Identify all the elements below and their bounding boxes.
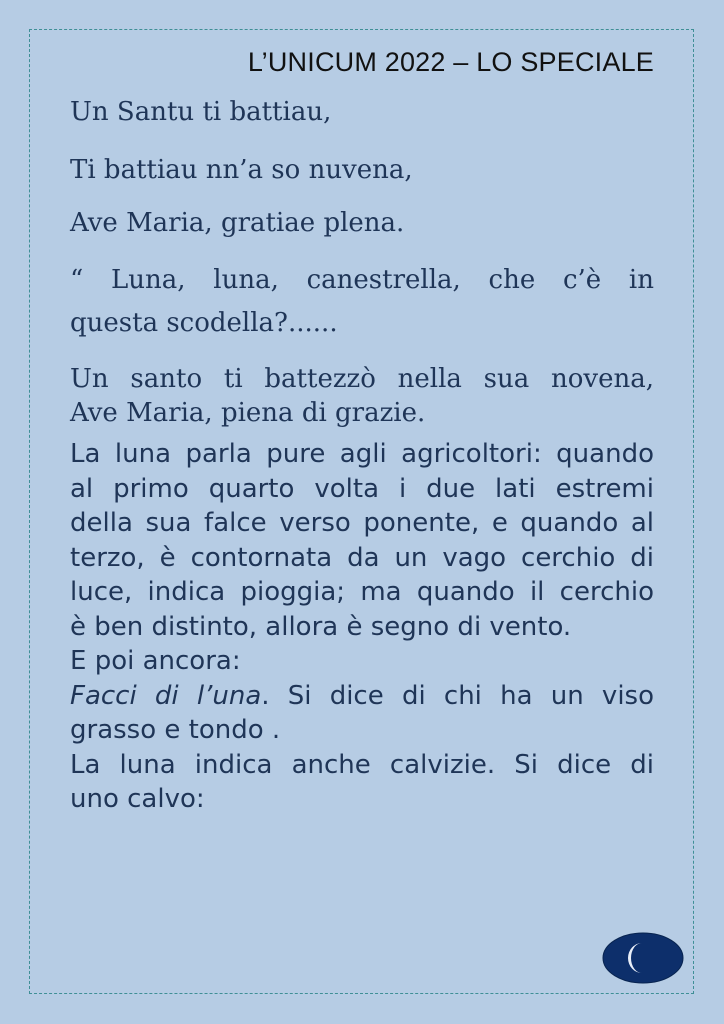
crescent-moon-icon [602, 932, 684, 984]
paragraph-line: grasso e tondo . [70, 715, 281, 745]
paragraph-line: della sua falce verso ponente, e quando al [70, 508, 654, 538]
body-text [70, 437, 654, 817]
italic-phrase: Facci di l’una [70, 680, 262, 711]
translation-line-1: Un santo ti battezzò nella sua novena, [70, 364, 654, 394]
paragraph-line: uno calvo: [70, 784, 205, 814]
paragraph-line: La luna indica anche calvizie. Si dice di [70, 749, 654, 780]
page-header: L’UNICUM 2022 – LO SPECIALE [247, 47, 654, 77]
paragraph-continuation: . Si dice di chi ha un viso [261, 680, 654, 711]
paragraph-line: è ben distinto, allora è segno di vento. [70, 611, 572, 642]
verse-line-2: Ti battiau nn’a so nuvena, [70, 155, 413, 185]
verse-line-1: Un Santu ti battiau, [70, 97, 332, 127]
paragraph-line: al primo quarto volta i due lati estremi [70, 473, 654, 504]
paragraph-line: La luna parla pure agli agricoltori: quando [70, 439, 654, 469]
verse-line-4b: questa scodella?...... [70, 308, 338, 338]
paragraph-line: luce, indica pioggia; ma quando il cerchio [70, 577, 654, 607]
paragraph-line [70, 679, 654, 714]
paragraph-line: E poi ancora: [70, 646, 241, 676]
paragraph-line: terzo, è contornata da un vago cerchio di [70, 542, 654, 573]
verse-line-3: Ave Maria, gratiae plena. [70, 208, 405, 238]
translation-line-2: Ave Maria, piena di grazie. [70, 398, 426, 428]
verse-line-4a: “ Luna, luna, canestrella, che c’è in [70, 265, 654, 295]
